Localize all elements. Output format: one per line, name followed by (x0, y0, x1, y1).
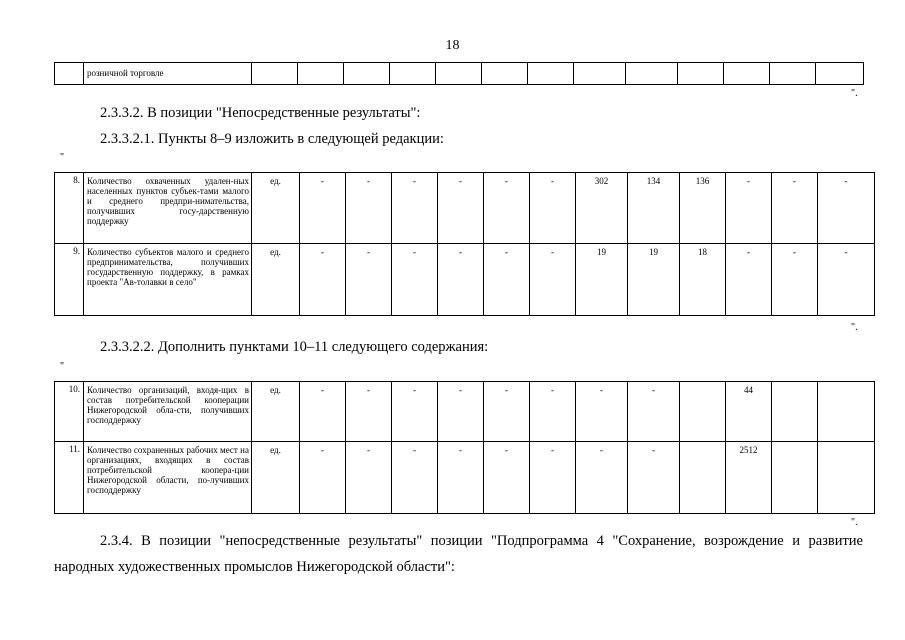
value-cell (482, 63, 528, 85)
value-cell: - (484, 442, 530, 514)
value-cell: - (392, 382, 438, 442)
value-cell: - (530, 244, 576, 316)
closing-quote-mark: ". (851, 322, 858, 333)
page-number: 18 (445, 38, 460, 53)
value-cell: - (530, 382, 576, 442)
value-cell: - (346, 244, 392, 316)
value-cell (724, 63, 770, 85)
unit-cell: ед. (252, 173, 300, 244)
value-cell: - (484, 382, 530, 442)
value-cell: - (484, 244, 530, 316)
value-cell: 2512 (726, 442, 772, 514)
value-cell: 19 (628, 244, 680, 316)
value-cell (816, 63, 864, 85)
value-cell (680, 442, 726, 514)
closing-quote-mark: ". (851, 517, 858, 528)
value-cell (772, 442, 818, 514)
indicator-name: Количество охваченных удален-ных населенных пунктов субъек-тами малого и среднего предпри-нимательства, получивших госу-дарственную поддержку (84, 173, 252, 244)
value-cell: - (300, 173, 346, 244)
value-cell (678, 63, 724, 85)
value-cell (528, 63, 574, 85)
indicator-name: Количество субъектов малого и среднего предпринимательства, получивших государственную поддержку, в рамках проекта "Ав-толавки в село" (84, 244, 252, 316)
value-cell (298, 63, 344, 85)
value-cell (574, 63, 626, 85)
value-cell: 18 (680, 244, 726, 316)
table-results-8-9 (54, 172, 875, 316)
paragraph-2-3-4-line-1: 2.3.4. В позиции "непосредственные результаты" позиции "Подпрограмма 4 "Сохранение, возрождение и развитие (100, 533, 863, 549)
value-cell: 136 (680, 173, 726, 244)
table-results-10-11 (54, 381, 875, 514)
value-cell (680, 382, 726, 442)
value-cell: 44 (726, 382, 772, 442)
value-cell: - (772, 244, 818, 316)
value-cell: - (726, 244, 772, 316)
value-cell: - (300, 442, 346, 514)
table-row (55, 382, 875, 442)
value-cell: - (438, 173, 484, 244)
value-cell: - (438, 244, 484, 316)
row-number: 10. (55, 382, 84, 442)
table-row (55, 173, 875, 244)
row-number: 8. (55, 173, 84, 244)
row-number (55, 63, 84, 85)
value-cell: 302 (576, 173, 628, 244)
row-number: 9. (55, 244, 84, 316)
value-cell (818, 382, 875, 442)
value-cell: - (726, 173, 772, 244)
value-cell: - (346, 442, 392, 514)
value-cell (770, 63, 816, 85)
value-cell: - (484, 173, 530, 244)
paragraph-2-3-3-2: 2.3.3.2. В позиции "Непосредственные результаты": (100, 105, 421, 121)
paragraph-2-3-3-2-1: 2.3.3.2.1. Пункты 8–9 изложить в следующей редакции: (100, 131, 444, 147)
table-row (55, 244, 875, 316)
opening-quote-mark: " (60, 361, 65, 372)
value-cell: - (392, 244, 438, 316)
value-cell: - (438, 382, 484, 442)
value-cell: - (772, 173, 818, 244)
table-row (55, 442, 875, 514)
value-cell: - (576, 382, 628, 442)
opening-quote-mark: " (60, 152, 65, 163)
value-cell: - (628, 442, 680, 514)
table-continuation (54, 62, 864, 85)
value-cell: - (530, 173, 576, 244)
paragraph-2-3-4-line-2: народных художественных промыслов Нижегородской области": (54, 559, 455, 575)
unit-cell: ед. (252, 382, 300, 442)
unit-cell: ед. (252, 244, 300, 316)
table-row (55, 63, 864, 85)
value-cell: - (300, 382, 346, 442)
value-cell: - (530, 442, 576, 514)
value-cell: - (628, 382, 680, 442)
unit-cell: ед. (252, 442, 300, 514)
value-cell: - (438, 442, 484, 514)
closing-quote-mark: ". (851, 88, 858, 99)
value-cell (772, 382, 818, 442)
value-cell: - (300, 244, 346, 316)
value-cell: 134 (628, 173, 680, 244)
indicator-name: Количество организаций, входя-щих в состав потребительской кооперации Нижегородской обла-сти, получивших господдержку (84, 382, 252, 442)
indicator-name: розничной торговле (84, 63, 252, 85)
value-cell (626, 63, 678, 85)
value-cell (436, 63, 482, 85)
value-cell (390, 63, 436, 85)
value-cell: - (818, 244, 875, 316)
row-number: 11. (55, 442, 84, 514)
value-cell (818, 442, 875, 514)
value-cell: - (346, 382, 392, 442)
value-cell (344, 63, 390, 85)
value-cell: - (818, 173, 875, 244)
value-cell: - (392, 173, 438, 244)
value-cell: - (392, 442, 438, 514)
value-cell: - (576, 442, 628, 514)
indicator-name: Количество сохраненных рабочих мест на организациях, входящих в состав потребительской коопера-ции Нижегородской области, по-лучивших господдержку (84, 442, 252, 514)
value-cell: - (346, 173, 392, 244)
paragraph-2-3-3-2-2: 2.3.3.2.2. Дополнить пунктами 10–11 следующего содержания: (100, 339, 489, 355)
value-cell (252, 63, 298, 85)
value-cell: 19 (576, 244, 628, 316)
